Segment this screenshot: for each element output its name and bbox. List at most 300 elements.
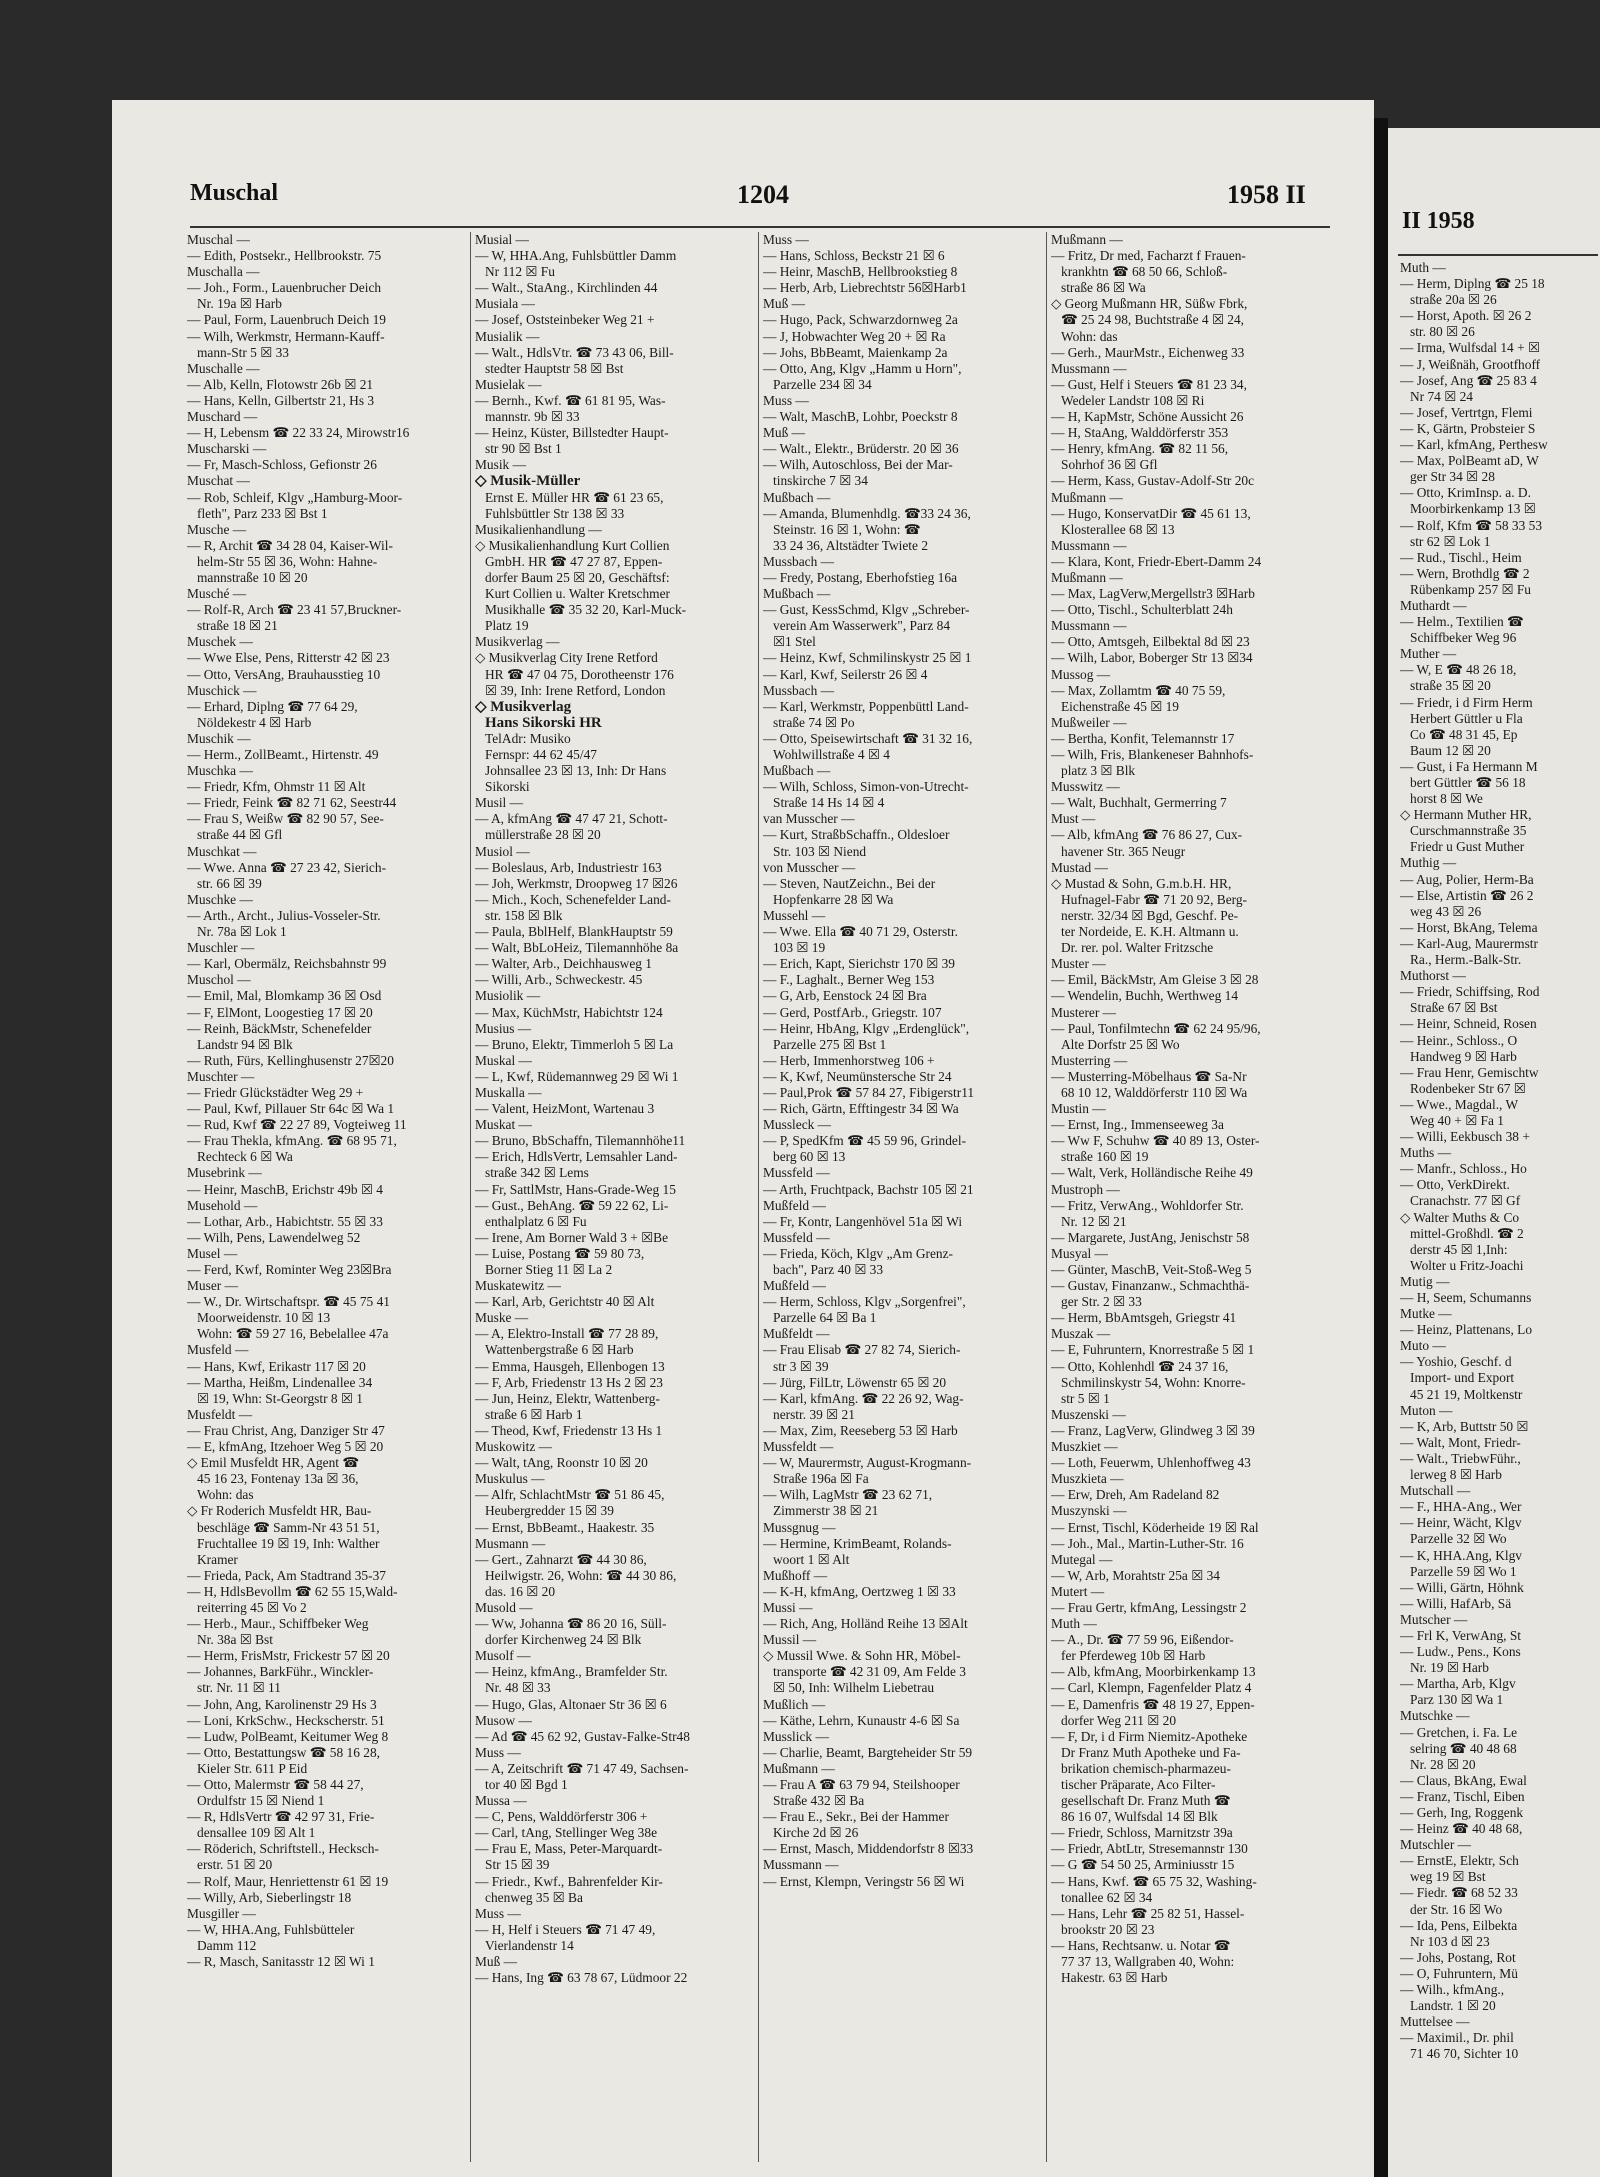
directory-entry-line: — Karl, Werkmstr, Poppenbüttl Land-	[763, 698, 969, 714]
directory-entry-line: enthalplatz 6 ☒ Fu	[485, 1213, 587, 1229]
directory-entry-line: — Hans, Kwf, Erikastr 117 ☒ 20	[187, 1358, 366, 1374]
directory-entry-line: — Wilh, Pens, Lawendelweg 52	[187, 1229, 361, 1245]
page-number: 1204	[737, 180, 789, 209]
directory-entry-line: 71 46 70, Sichter 10	[1410, 2046, 1519, 2062]
directory-entry-line: Muths —	[1400, 1145, 1451, 1161]
directory-entry-line: bach", Parz 40 ☒ 33	[773, 1262, 884, 1277]
directory-entry-line: — F., HHA-Ang., Wer	[1400, 1499, 1522, 1515]
directory-entry-line: dorfer Kirchenweg 24 ☒ Blk	[485, 1632, 642, 1648]
directory-entry-line: Moorweidenstr. 10 ☒ 13	[197, 1310, 331, 1326]
directory-entry-line: Str 15 ☒ 39	[485, 1857, 550, 1873]
directory-entry-line: tor 40 ☒ Bgd 1	[485, 1777, 568, 1792]
directory-entry-line: Muss —	[763, 232, 809, 247]
directory-entry-line: — ErnstE, Elektr, Sch	[1400, 1853, 1519, 1869]
directory-entry-line: — Wwe. Anna ☎ 27 23 42, Sierich-	[187, 859, 387, 875]
directory-entry-line: — Horst, Apoth. ☒ 26 2	[1400, 308, 1532, 324]
directory-entry-line: Parzelle 64 ☒ Ba 1	[773, 1310, 877, 1326]
directory-entry-line: — Otto, Speisewirtschaft ☎ 31 32 16,	[763, 730, 973, 746]
directory-entry-line: — Gerh., MaurMstr., Eichenweg 33	[1051, 344, 1245, 360]
directory-entry-line: GmbH. HR ☎ 47 27 87, Eppen-	[485, 553, 663, 569]
directory-entry-line: Musiol —	[475, 843, 530, 859]
directory-entry-line: Mussmann —	[763, 1857, 839, 1873]
directory-entry-line: — Hans, Schloss, Beckstr 21 ☒ 6	[763, 248, 945, 264]
directory-entry-line: Musow —	[475, 1712, 532, 1728]
directory-entry-line: Mutschler —	[1400, 1837, 1472, 1853]
directory-entry-line: — Rob, Schleif, Klgv „Hamburg-Moor-	[187, 489, 403, 505]
directory-entry-line: Musyal —	[1051, 1245, 1108, 1261]
directory-entry-line: bert Güttler ☎ 56 18	[1410, 775, 1526, 790]
directory-entry-line: Musiolik —	[475, 988, 541, 1004]
directory-entry-line: reiterring 45 ☒ Vo 2	[197, 1599, 307, 1615]
directory-entry-line: Sohrhof 36 ☒ Gfl	[1061, 457, 1158, 473]
directory-entry-line: nerstr. 32/34 ☒ Bgd, Geschf. Pe-	[1061, 907, 1239, 923]
directory-entry-line: Hufnagel-Fabr ☎ 71 20 92, Berg-	[1061, 891, 1248, 907]
directory-entry-line: — W, E ☎ 48 26 18,	[1400, 662, 1517, 678]
directory-entry-line: ◇ Musik-Müller	[475, 473, 581, 490]
directory-entry-line: havener Str. 365 Neugr	[1061, 843, 1186, 859]
directory-entry-line: Musswitz —	[1051, 779, 1120, 795]
directory-entry-line: Rodenbeker Str 67 ☒	[1410, 1080, 1526, 1096]
directory-entry-line: Mussi —	[763, 1599, 813, 1615]
directory-entry-line: Musielak —	[475, 376, 542, 392]
directory-entry-line: Nr. 19 ☒ Harb	[1410, 1660, 1489, 1676]
directory-entry-line: — Alb, Kelln, Flotowstr 26b ☒ 21	[187, 376, 374, 392]
directory-entry-line: — R, Archit ☎ 34 28 04, Kaiser-Wil-	[187, 537, 393, 553]
directory-entry-line: — Valent, HeizMont, Wartenau 3	[475, 1101, 655, 1117]
directory-entry-line: — Fr, SattlMstr, Hans-Grade-Weg 15	[475, 1181, 676, 1197]
directory-entry-line: — Edith, Postsekr., Hellbrookstr. 75	[187, 248, 382, 264]
directory-entry-line: — Heinr, Wächt, Klgv	[1400, 1515, 1522, 1531]
directory-entry-line: straße 44 ☒ Gfl	[197, 827, 283, 843]
directory-entry-line: — F, Arb, Friedenstr 13 Hs 2 ☒ 23	[475, 1374, 663, 1390]
directory-entry-line: str 5 ☒ 1	[1061, 1390, 1110, 1406]
directory-entry-line: ☒1 Stel	[773, 634, 816, 650]
directory-entry-line: — E, kfmAng, Itzehoer Weg 5 ☒ 20	[187, 1439, 384, 1455]
directory-entry-line: — Hans, Kwf. ☎ 65 75 32, Washing-	[1051, 1873, 1257, 1889]
directory-entry-line: — Max, KüchMstr, Habichtstr 124	[475, 1004, 663, 1020]
directory-entry-line: weg 43 ☒ 26	[1410, 903, 1482, 919]
directory-entry-line: Kirche 2d ☒ 26	[773, 1825, 859, 1841]
directory-entry-line: — Fritz, Dr med, Facharzt f Frauen-	[1051, 248, 1246, 264]
directory-entry-line: Mußfeld —	[763, 1278, 826, 1294]
directory-entry-line: Handweg 9 ☒ Harb	[1410, 1048, 1517, 1064]
directory-entry-line: gesellschaft Dr. Franz Muth ☎	[1061, 1793, 1231, 1809]
directory-entry-line: van Musscher —	[763, 811, 855, 827]
directory-entry-line: Nr 112 ☒ Fu	[485, 264, 555, 280]
directory-entry-line: — Mich., Koch, Schenefelder Land-	[475, 891, 671, 907]
directory-entry-line: — Bertha, Konfit, Telemannstr 17	[1051, 730, 1235, 746]
directory-entry-line: — Boleslaus, Arb, Industriestr 163	[475, 859, 662, 875]
directory-entry-line: Kieler Str. 611 P Eid	[197, 1760, 308, 1776]
directory-entry-line: — Frau Elisab ☎ 27 82 74, Sierich-	[763, 1342, 961, 1358]
directory-entry-line: — Friedr, AbtLtr, Stresemannstr 130	[1051, 1841, 1248, 1857]
column-1	[187, 232, 467, 2162]
directory-entry-line: Johnsallee 23 ☒ 13, Inh: Dr Hans	[485, 763, 667, 779]
directory-entry-line: — Gert., Zahnarzt ☎ 44 30 86,	[475, 1551, 647, 1567]
directory-entry-line: — Bruno, BbSchaffn, Tilemannhöhe11	[475, 1133, 686, 1149]
directory-entry-line: — Friedr, Kfm, Ohmstr 11 ☒ Alt	[187, 779, 366, 795]
directory-entry-line: — Gust, KessSchmd, Klgv „Schreber-	[763, 602, 970, 618]
directory-entry-line: Wohn: das	[1061, 328, 1118, 344]
directory-entry-line: Mußweiler —	[1051, 714, 1127, 730]
directory-entry-line: — Hans, Ing ☎ 63 78 67, Lüdmoor 22	[475, 1970, 688, 1986]
directory-entry-line: Muszynski —	[1051, 1503, 1127, 1519]
directory-entry-line: — O, Fuhruntern, Mü	[1400, 1965, 1518, 1981]
directory-entry-line: ◇ Musikverlag City Irene Retford	[475, 650, 658, 666]
directory-entry-line: — Loth, Feuerwm, Uhlenhoffweg 43	[1051, 1455, 1251, 1471]
directory-entry-line: Mußmann —	[763, 1760, 835, 1776]
directory-entry-line: — J, Hobwachter Weg 20 + ☒ Ra	[763, 328, 946, 344]
directory-entry-line: — Maximil., Dr. phil	[1400, 2030, 1514, 2046]
directory-entry-line: — Friedr, i d Firm Herm	[1400, 694, 1533, 710]
directory-entry-line: — Walt, Verk, Holländische Reihe 49	[1051, 1165, 1253, 1181]
directory-entry-line: Mustroph —	[1051, 1181, 1120, 1197]
directory-entry-line: — Otto, Malermstr ☎ 58 44 27,	[187, 1777, 364, 1792]
directory-entry-line: tinskirche 7 ☒ 34	[773, 473, 868, 489]
directory-entry-line: ◇ Georg Mußmann HR, Süßw Fbrk,	[1051, 296, 1248, 312]
directory-entry-line: Nöldekestr 4 ☒ Harb	[197, 714, 312, 730]
directory-entry-line: — Paul, Tonfilmtechn ☎ 62 24 95/96,	[1051, 1020, 1261, 1036]
directory-entry-line: — F, ElMont, Loogestieg 17 ☒ 20	[187, 1004, 373, 1020]
directory-entry-line: Ordulfstr 15 ☒ Niend 1	[197, 1793, 325, 1809]
directory-entry-line: — Jun, Heinz, Elektr, Wattenberg-	[475, 1390, 660, 1406]
directory-entry-line: — Wilh, Autoschloss, Bei der Mar-	[763, 457, 953, 473]
directory-entry-line: Musil —	[475, 795, 523, 811]
directory-entry-line: — Franz, LagVerw, Glindweg 3 ☒ 39	[1051, 1422, 1255, 1438]
directory-entry-line: — Friedr, Feink ☎ 82 71 62, Seestr44	[187, 795, 397, 811]
directory-entry-line: brookstr 20 ☒ 23	[1061, 1921, 1155, 1937]
directory-entry-line: Musfeld —	[187, 1342, 249, 1358]
directory-entry-line: — Ernst, Masch, Middendorfstr 8 ☒33	[763, 1841, 974, 1857]
directory-entry-line: Musslick —	[763, 1728, 829, 1744]
directory-entry-line: Nr. 78a ☒ Lok 1	[197, 924, 287, 940]
directory-entry-line: — Fr, Masch-Schloss, Gefionstr 26	[187, 457, 377, 473]
directory-entry-line: Ra., Herm.-Balk-Str.	[1410, 952, 1522, 968]
directory-entry-line: — Otto, Ang, Klgv „Hamm u Horn",	[763, 360, 962, 376]
directory-entry-line: — Joh., Form., Lauenbrucher Deich	[187, 280, 382, 296]
directory-entry-line: Musikhalle ☎ 35 32 20, Karl-Muck-	[485, 602, 687, 618]
directory-entry-line: — Arth., Archt., Julius-Vosseler-Str.	[187, 907, 381, 923]
directory-entry-line: — L, Kwf, Rüdemannweg 29 ☒ Wi 1	[475, 1068, 679, 1084]
directory-entry-line: Muß —	[763, 425, 806, 441]
directory-entry-line: — Otto, Tischl., Schulterblatt 24h	[1051, 602, 1233, 618]
directory-entry-line: Hopfenkarre 28 ☒ Wa	[773, 891, 894, 907]
directory-entry-line: — Otto, Kohlenhdl ☎ 24 37 16,	[1051, 1358, 1229, 1374]
directory-entry-line: Mussil —	[763, 1632, 817, 1648]
directory-entry-line: Musialik —	[475, 328, 540, 344]
directory-entry-line: — Friedr., Kwf., Bahrenfelder Kir-	[475, 1873, 663, 1889]
directory-entry-line: — Reinh, BäckMstr, Schenefelder	[187, 1020, 372, 1036]
directory-entry-line: fer Pferdeweg 10b ☒ Harb	[1061, 1648, 1206, 1664]
directory-entry-line: Musiala —	[475, 296, 535, 312]
directory-entry-line: — Carl, tAng, Stellinger Weg 38e	[475, 1825, 658, 1841]
directory-entry-line: Schmilinskystr 54, Wohn: Knorre-	[1061, 1374, 1246, 1390]
directory-entry-line: — Herm, Schloss, Klgv „Sorgenfrei",	[763, 1294, 966, 1310]
directory-entry-line: Friedr u Gust Muther	[1410, 839, 1525, 855]
directory-entry-line: Parzelle 32 ☒ Wo	[1410, 1531, 1507, 1547]
directory-entry-line: Muthig —	[1400, 855, 1457, 871]
directory-entry-line: — Max, LagVerw,Mergellstr3 ☒Harb	[1051, 586, 1255, 602]
directory-entry-line: — Charlie, Beamt, Bargteheider Str 59	[763, 1744, 973, 1760]
directory-entry-line: — Erich, Kapt, Sierichstr 170 ☒ 39	[763, 956, 955, 972]
directory-entry-line: — John, Ang, Karolinenstr 29 Hs 3	[187, 1696, 377, 1712]
directory-entry-line: — Walt., Elektr., Brüderstr. 20 ☒ 36	[763, 441, 959, 457]
directory-entry-line: Rechteck 6 ☒ Wa	[197, 1149, 293, 1165]
directory-entry-line: Musolf —	[475, 1648, 531, 1664]
directory-entry-line: Muschal —	[187, 232, 250, 247]
directory-entry-line: — Kurt, StraßbSchaffn., Oldesloer	[763, 827, 950, 843]
directory-entry-line: Mussfeld —	[763, 1165, 830, 1181]
directory-entry-line: Schiffbeker Weg 96	[1410, 630, 1517, 646]
directory-entry-line: brikation chemisch-pharmazeu-	[1061, 1760, 1231, 1776]
directory-entry-line: — Rolf, Kfm ☎ 58 33 53	[1400, 517, 1543, 533]
directory-entry-line: Muß —	[475, 1954, 518, 1970]
directory-entry-line: Muschat —	[187, 473, 250, 489]
directory-entry-line: Muto —	[1400, 1338, 1446, 1354]
directory-entry-line: — H, KapMstr, Schöne Aussicht 26	[1051, 409, 1244, 425]
directory-entry-line: Weg 40 + ☒ Fa 1	[1410, 1112, 1504, 1128]
directory-entry-line: — Josef, Vertrtgn, Flemi	[1400, 404, 1533, 420]
directory-entry-line: Nr 103 d ☒ 23	[1410, 1933, 1490, 1949]
directory-entry-line: Mutert —	[1051, 1583, 1105, 1599]
directory-entry-line: str 3 ☒ 39	[773, 1358, 829, 1374]
directory-entry-line: Muschalle —	[187, 360, 260, 376]
directory-entry-line: Wattenbergstraße 6 ☒ Harb	[485, 1342, 634, 1358]
column-2	[475, 232, 755, 2162]
directory-entry-line: — W., Dr. Wirtschaftspr. ☎ 45 75 41	[187, 1294, 390, 1310]
directory-entry-line: Nr. 48 ☒ 33	[485, 1680, 551, 1696]
directory-entry-line: 103 ☒ 19	[773, 940, 826, 956]
directory-entry-line: — Johs, BbBeamt, Maienkamp 2a	[763, 344, 948, 360]
running-head-left: Muschal	[190, 180, 279, 206]
directory-entry-line: berg 60 ☒ 13	[773, 1149, 846, 1165]
directory-entry-line: — Wern, Brothdlg ☎ 2	[1400, 565, 1530, 581]
directory-entry-line: — Otto, VerkDirekt.	[1400, 1177, 1510, 1193]
directory-entry-line: — Gerd, PostfArb., Griegstr. 107	[763, 1004, 942, 1020]
directory-entry-line: 86 16 07, Wulfsdal 14 ☒ Blk	[1061, 1809, 1218, 1825]
directory-entry-line: — Paula, BblHelf, BlankHauptstr 59	[475, 924, 673, 940]
directory-entry-line: — Claus, BkAng, Ewal	[1400, 1772, 1527, 1788]
directory-entry-line: Mußbach —	[763, 489, 831, 505]
directory-entry-line: Muskat —	[475, 1117, 532, 1133]
directory-entry-line: Ernst E. Müller HR ☎ 61 23 65,	[485, 489, 664, 505]
directory-entry-line: straße 6 ☒ Harb 1	[485, 1406, 583, 1422]
directory-entry-line: — Friedr, Schloss, Marnitzstr 39a	[1051, 1825, 1233, 1841]
directory-entry-line: — R, Masch, Sanitasstr 12 ☒ Wi 1	[187, 1954, 375, 1970]
directory-entry-line: Mußbach —	[763, 586, 831, 602]
directory-entry-line: — Manfr., Schloss., Ho	[1400, 1161, 1527, 1177]
directory-entry-line: Musikverlag —	[475, 634, 560, 650]
directory-entry-line: Muther —	[1400, 646, 1457, 662]
directory-entry-line: ◇ Musikverlag	[475, 698, 572, 715]
directory-entry-line: Wohn: ☎ 59 27 16, Bebelallee 47a	[197, 1326, 389, 1342]
directory-entry-line: — Käthe, Lehrn, Kunaustr 4-6 ☒ Sa	[763, 1712, 960, 1728]
directory-entry-line: Rübenkamp 257 ☒ Fu	[1410, 581, 1531, 597]
directory-entry-line: — Karl, Obermälz, Reichsbahnstr 99	[187, 956, 387, 972]
directory-entry-line: — K, Gärtn, Probsteier S	[1400, 420, 1536, 436]
directory-entry-line: — Frau Henr, Gemischtw	[1400, 1064, 1539, 1080]
directory-entry-line: Cranachstr. 77 ☒ Gf	[1410, 1193, 1521, 1209]
column-4	[1051, 232, 1331, 2162]
directory-entry-line: — Fredy, Postang, Eberhofstieg 16a	[763, 569, 958, 585]
directory-entry-line: — Herb, Arb, Liebrechtstr 56☒Harb1	[763, 280, 967, 296]
directory-entry-line: Musgiller —	[187, 1905, 256, 1921]
directory-entry-line: — Heinz, Kwf, Schmilinskystr 25 ☒ 1	[763, 650, 972, 666]
directory-entry-line: Heubergredder 15 ☒ 39	[485, 1503, 614, 1519]
directory-entry-line: — W, Maurermstr, August-Krogmann-	[763, 1455, 972, 1471]
directory-entry-line: — Henry, kfmAng. ☎ 82 11 56,	[1051, 441, 1229, 457]
directory-entry-line: Muskatewitz —	[475, 1278, 561, 1294]
directory-entry-line: ☎ 25 24 98, Buchtstraße 4 ☒ 24,	[1061, 312, 1245, 328]
directory-entry-line: Mussmann —	[1051, 537, 1127, 553]
directory-entry-line: Muss —	[475, 1905, 521, 1921]
directory-entry-line: Mußmann —	[1051, 489, 1123, 505]
directory-entry-line: — Ida, Pens, Eilbekta	[1400, 1917, 1518, 1933]
directory-entry-line: — Gust., BehAng. ☎ 59 22 62, Li-	[475, 1197, 669, 1213]
directory-entry-line: — Max, PolBeamt aD, W	[1400, 453, 1539, 469]
directory-entry-line: ger Str 34 ☒ 28	[1410, 469, 1495, 485]
directory-entry-line: — Walt., HdlsVtr. ☎ 73 43 06, Bill-	[475, 344, 674, 360]
column-separator	[470, 232, 471, 2162]
directory-entry-line: — R, HdlsVertr ☎ 42 97 31, Frie-	[187, 1809, 375, 1825]
directory-entry-line: — F., Laghalt., Berner Weg 153	[763, 972, 935, 988]
directory-entry-line: — Karl, kfmAng. ☎ 22 26 92, Wag-	[763, 1390, 964, 1406]
directory-entry-line: — H, Seem, Schumanns	[1400, 1290, 1532, 1305]
directory-entry-line: tischer Präparate, Aco Filter-	[1061, 1777, 1216, 1792]
directory-entry-line: Muschik —	[187, 730, 251, 746]
directory-entry-line: — H, Lebensm ☎ 22 33 24, Mirowstr16	[187, 425, 410, 441]
directory-entry-line: — Paul, Kwf, Pillauer Str 64c ☒ Wa 1	[187, 1101, 395, 1117]
directory-entry-line: selring ☎ 40 48 68	[1410, 1740, 1517, 1756]
directory-entry-line: Str. 103 ☒ Niend	[773, 843, 867, 859]
directory-entry-line: — Walt, tAng, Roonstr 10 ☒ 20	[475, 1455, 648, 1471]
directory-entry-line: — Heinr., Schloss., O	[1400, 1032, 1518, 1048]
column-3	[763, 232, 1043, 2162]
directory-entry-line: — A, kfmAng ☎ 47 47 21, Schott-	[475, 811, 668, 827]
directory-entry-line: ☒ 39, Inh: Irene Retford, London	[485, 682, 666, 698]
directory-entry-line: — Heinr, Schneid, Rosen	[1400, 1016, 1537, 1032]
directory-entry-line: — Otto, Bestattungsw ☎ 58 16 28,	[187, 1744, 380, 1760]
directory-entry-line: Mussa —	[475, 1793, 527, 1809]
directory-entry-line: — Wilh, Labor, Boberger Str 13 ☒34	[1051, 650, 1253, 666]
directory-entry-line: — Gerh, Ing, Roggenk	[1400, 1805, 1524, 1820]
directory-entry-line: lerweg 8 ☒ Harb	[1410, 1467, 1502, 1483]
directory-entry-line: transporte ☎ 42 31 09, Am Felde 3	[773, 1664, 966, 1680]
directory-entry-line: weg 19 ☒ Bst	[1410, 1869, 1486, 1885]
directory-entry-line: Muschalla —	[187, 264, 260, 280]
directory-entry-line: Muszak —	[1051, 1326, 1111, 1342]
directory-entry-line: — Herm, BbAmtsgeh, Griegstr 41	[1051, 1310, 1237, 1326]
directory-entry-line: Muthorst —	[1400, 968, 1466, 984]
directory-entry-line: verein Am Wasserwerk", Parz 84	[773, 618, 951, 634]
directory-entry-line: HR ☎ 47 04 75, Dorotheenstr 176	[485, 666, 674, 682]
directory-entry-line: Parzelle 59 ☒ Wo 1	[1410, 1563, 1517, 1579]
directory-entry-line: — Frieda, Köch, Klgv „Am Grenz-	[763, 1245, 954, 1261]
directory-entry-line: Mussgnug —	[763, 1519, 836, 1535]
directory-entry-line: Muscharski —	[187, 441, 267, 457]
directory-entry-line: müllerstraße 28 ☒ 20	[485, 827, 601, 843]
directory-entry-line: — Gust, Helf i Steuers ☎ 81 23 34,	[1051, 376, 1247, 392]
directory-entry-line: Nr. 28 ☒ 20	[1410, 1756, 1476, 1772]
directory-entry-line: — Martha, Heißm, Lindenallee 34	[187, 1374, 373, 1390]
directory-entry-line: Muss —	[475, 1744, 521, 1760]
directory-entry-line: — Joh., Mal., Martin-Luther-Str. 16	[1051, 1535, 1244, 1551]
directory-entry-line: — Aug, Polier, Herm-Ba	[1400, 871, 1534, 887]
directory-entry-line: Mussfeldt —	[763, 1439, 834, 1455]
directory-entry-line: — Paul,Prok ☎ 57 84 27, Fibigerstr11	[763, 1084, 975, 1100]
directory-entry-line: mittel-Großhdl. ☎ 2	[1410, 1225, 1524, 1241]
directory-entry-line: — Herm., ZollBeamt., Hirtenstr. 49	[187, 747, 379, 762]
directory-entry-line: — Frau A ☎ 63 79 94, Steilshooper	[763, 1777, 960, 1792]
directory-entry-line: 45 16 23, Fontenay 13a ☒ 36,	[197, 1471, 359, 1487]
directory-entry-line: horst 8 ☒ We	[1410, 791, 1483, 807]
facing-page-running-head: II 1958	[1402, 208, 1475, 234]
directory-entry-line: — Karl, kfmAng, Perthesw	[1400, 437, 1548, 453]
directory-entry-line: ger Str. 2 ☒ 33	[1061, 1294, 1142, 1310]
directory-entry-line: — Paul, Form, Lauenbruch Deich 19	[187, 312, 386, 328]
directory-entry-line: — Ludw., Pens., Kons	[1400, 1644, 1521, 1660]
directory-entry-line: — Otto, KrimInsp. a. D.	[1400, 485, 1531, 501]
directory-entry-line: Straße 196a ☒ Fa	[773, 1471, 869, 1487]
directory-entry-line: Landstr 94 ☒ Blk	[197, 1036, 293, 1052]
column-separator	[1046, 232, 1047, 2162]
directory-entry-line: str 62 ☒ Lok 1	[1410, 533, 1491, 549]
directory-entry-line: Wohlwillstraße 4 ☒ 4	[773, 747, 890, 762]
directory-entry-line: Baum 12 ☒ 20	[1410, 742, 1491, 758]
directory-entry-line: — Franz, Tischl, Eiben	[1400, 1788, 1525, 1804]
directory-entry-line: Muschler —	[187, 940, 255, 956]
directory-entry-line: — Steven, NautZeichn., Bei der	[763, 875, 936, 891]
directory-entry-line: — Johannes, BarkFühr., Winckler-	[187, 1664, 374, 1680]
directory-entry-line: Klosterallee 68 ☒ 13	[1061, 521, 1175, 537]
directory-entry-line: Wohn: das	[197, 1487, 254, 1503]
directory-entry-line: — Rich, Ang, Holländ Reihe 13 ☒Alt	[763, 1616, 968, 1632]
directory-entry-line: Must —	[1051, 811, 1096, 827]
directory-entry-line: Mustad —	[1051, 859, 1108, 875]
directory-entry-line: — Ernst, Klempn, Veringstr 56 ☒ Wi	[763, 1873, 965, 1889]
directory-entry-line: Mutscher —	[1400, 1611, 1468, 1627]
directory-entry-line: — Friedr Glückstädter Weg 29 +	[187, 1084, 364, 1100]
directory-entry-line: Mußbach —	[763, 763, 831, 779]
directory-entry-line: — Hugo, Pack, Schwarzdornweg 2a	[763, 312, 958, 328]
directory-entry-line: — A, Zeitschrift ☎ 71 47 49, Sachsen-	[475, 1760, 689, 1776]
directory-entry-line: helm-Str 55 ☒ 36, Wohn: Hahne-	[197, 553, 378, 569]
directory-entry-line: Musterring —	[1051, 1052, 1128, 1068]
directory-entry-line: Co ☎ 48 31 45, Ep	[1410, 726, 1518, 742]
directory-entry-line: 45 21 19, Moltkenstr	[1410, 1386, 1523, 1402]
directory-entry-line: Mussfeld —	[763, 1229, 830, 1245]
directory-entry-line: — Heinz ☎ 40 48 68,	[1400, 1821, 1523, 1837]
directory-entry-line: 77 37 13, Wallgraben 40, Wohn:	[1061, 1954, 1235, 1970]
directory-entry-line: Borner Stieg 11 ☒ La 2	[485, 1262, 613, 1277]
directory-entry-line: — Johs, Postang, Rot	[1400, 1949, 1516, 1965]
directory-entry-line: Musterer —	[1051, 1004, 1117, 1020]
directory-entry-line: Zimmerstr 38 ☒ 21	[773, 1503, 879, 1519]
directory-entry-line: — E, Fuhruntern, Knorrestraße 5 ☒ 1	[1051, 1342, 1255, 1358]
directory-entry-line: Muszkiet —	[1051, 1439, 1118, 1455]
directory-entry-line: — Walt, Mont, Friedr-	[1400, 1434, 1521, 1450]
directory-entry-line: Parzelle 275 ☒ Bst 1	[773, 1036, 887, 1052]
directory-entry-line: — Ferd, Kwf, Rominter Weg 23☒Bra	[187, 1262, 392, 1277]
directory-entry-line: — Willi, Eekbusch 38 +	[1400, 1129, 1530, 1145]
directory-entry-line: platz 3 ☒ Blk	[1061, 763, 1136, 779]
directory-entry-line: Muth —	[1051, 1616, 1097, 1632]
directory-entry-line: Damm 112	[197, 1937, 257, 1953]
book-gutter	[1374, 118, 1388, 2177]
directory-entry-line: — Joh, Werkmstr, Droopweg 17 ☒26	[475, 875, 678, 891]
directory-entry-line: — Walt, MaschB, Lohbr, Poeckstr 8	[763, 409, 958, 425]
directory-entry-line: straße 342 ☒ Lems	[485, 1165, 589, 1181]
